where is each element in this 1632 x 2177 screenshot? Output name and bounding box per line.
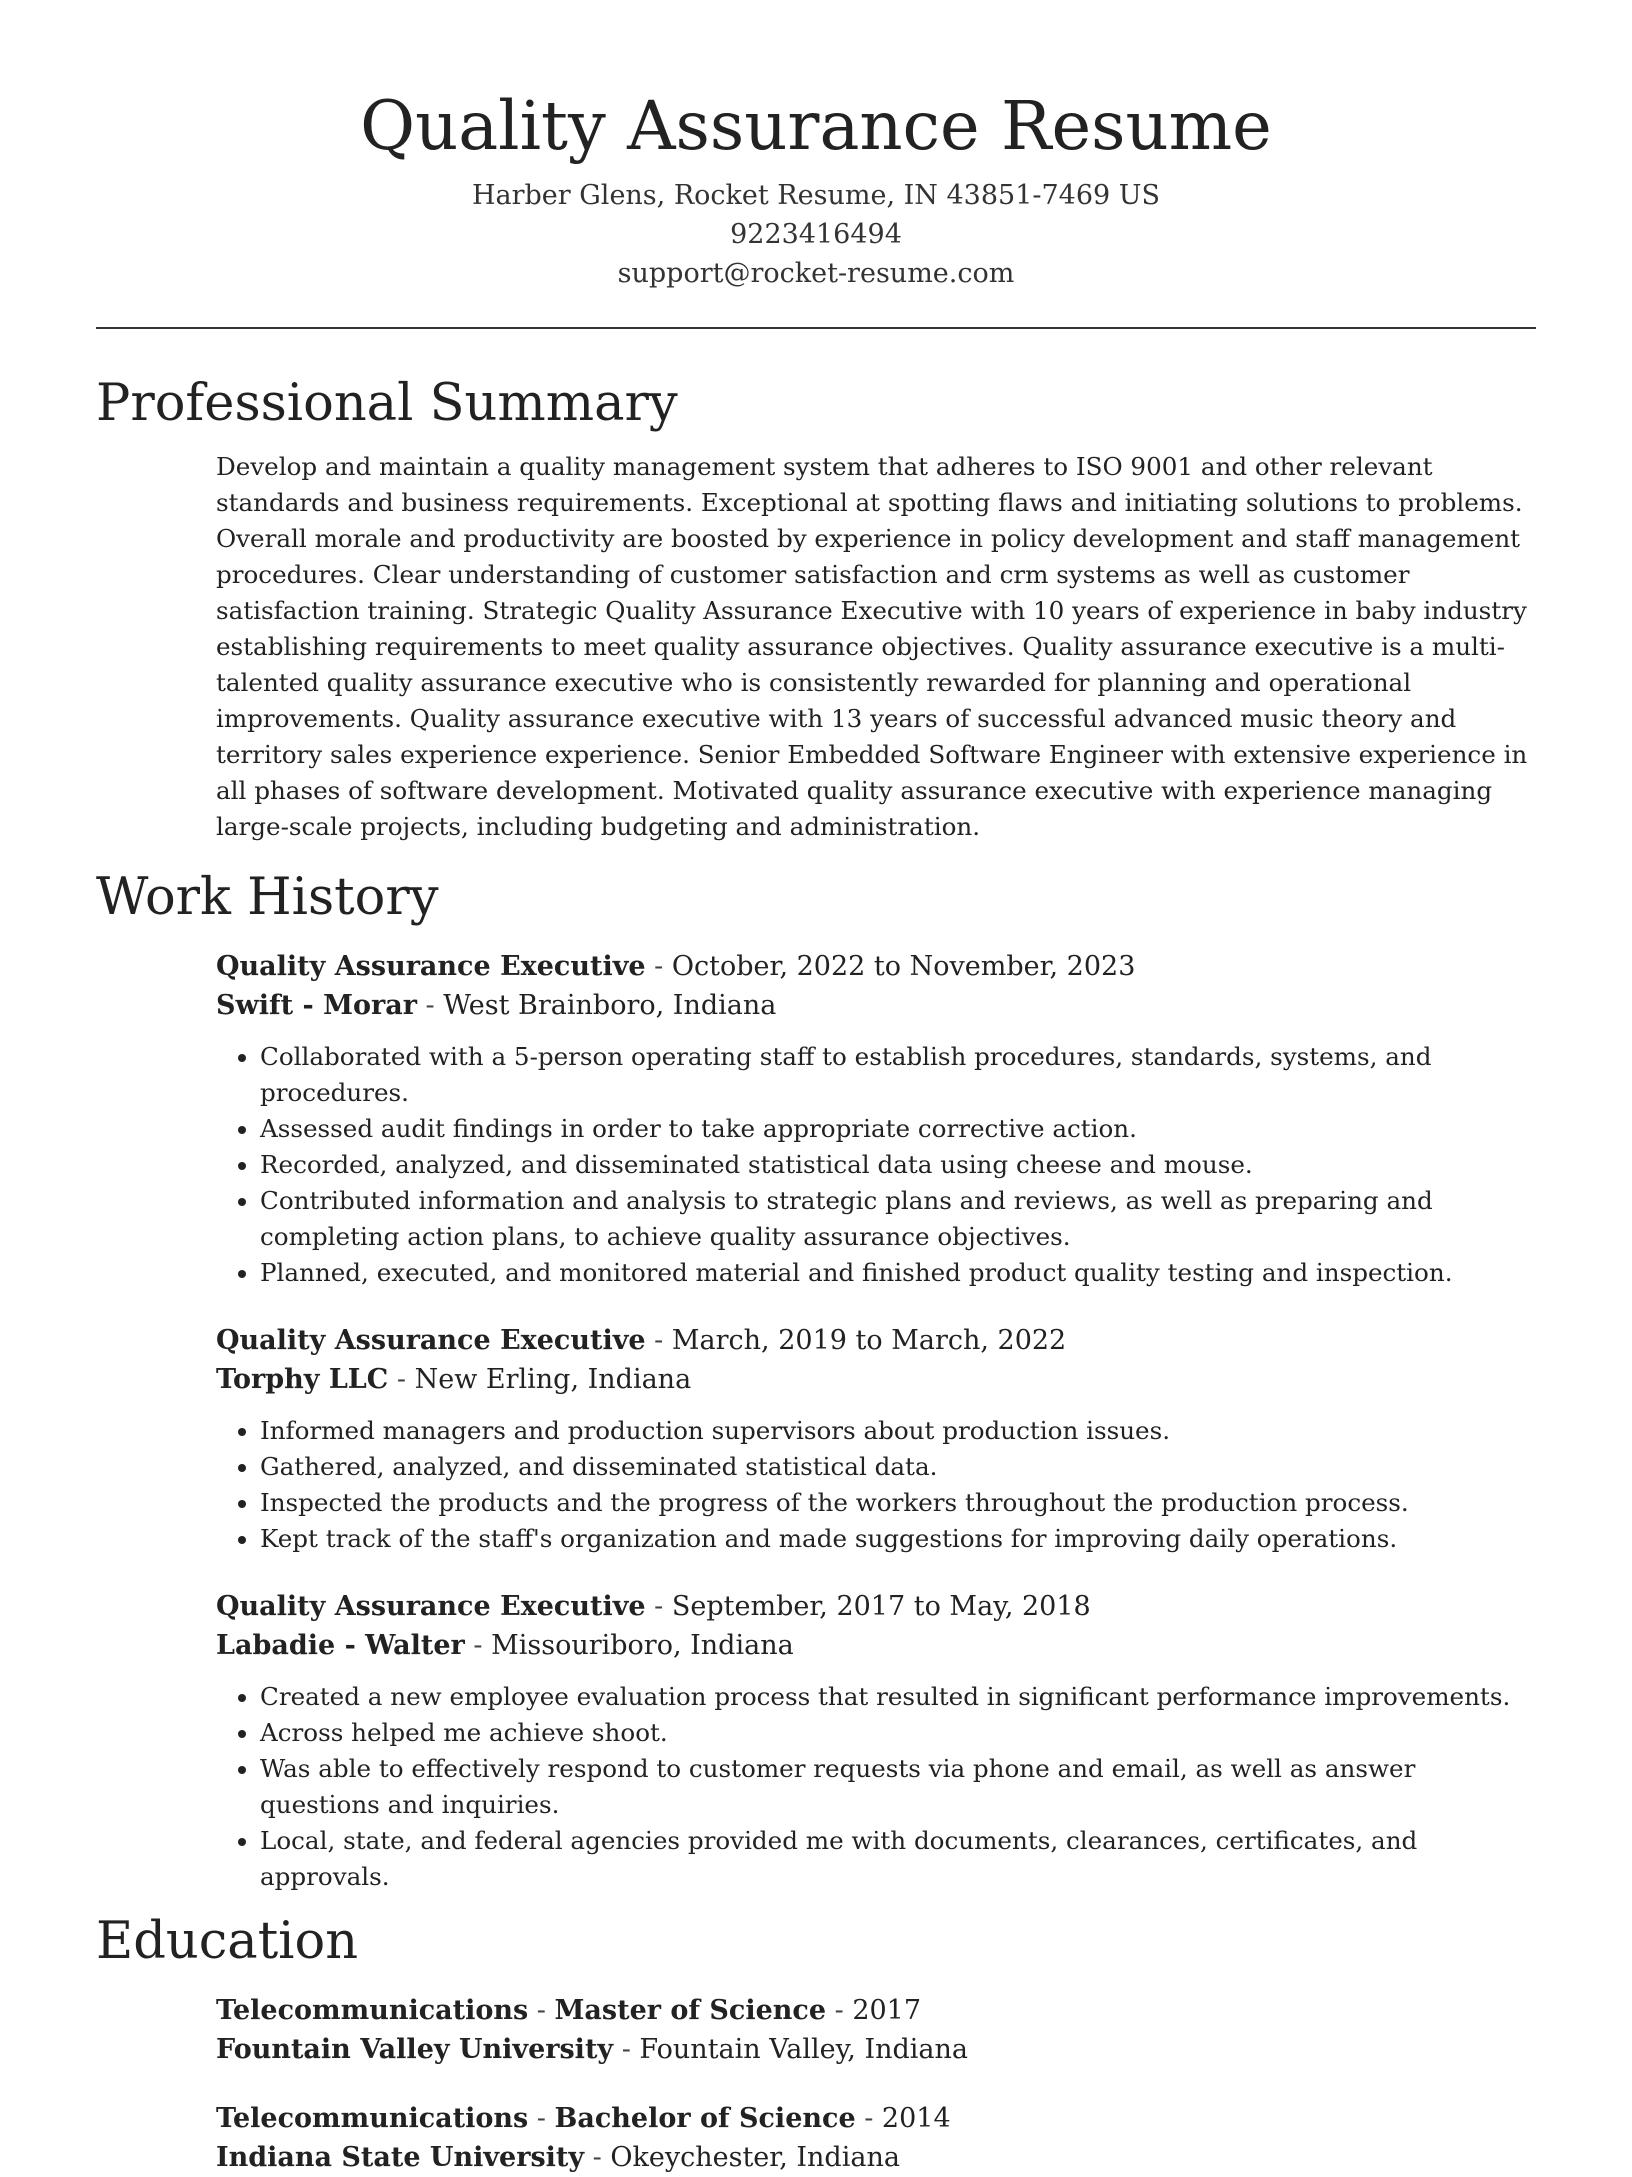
job-location: West Brainboro, Indiana [443, 990, 777, 1021]
education-year: 2017 [852, 1995, 922, 2026]
job-company: Labadie - Walter [216, 1630, 465, 1661]
job-bullet: • Planned, executed, and monitored material and finished product quality testing and inspection. [260, 1255, 1536, 1291]
job-company: Torphy LLC [216, 1364, 389, 1395]
job-bullet: • Gathered, analyzed, and disseminated statistical data. [260, 1449, 1536, 1485]
job-dates: October, 2022 to November, 2023 [671, 951, 1136, 982]
education-year: 2014 [881, 2103, 951, 2134]
summary-section [96, 371, 1536, 845]
job-bullets [216, 1413, 1536, 1557]
job-bullet: • Inspected the products and the progress of the workers throughout the production process. [260, 1485, 1536, 1521]
job-entry [216, 947, 1536, 1291]
job-title-line [216, 947, 1536, 986]
separator: - [464, 1630, 492, 1661]
contact-phone: 9223416494 [730, 219, 902, 250]
work-history-heading: Work History [96, 868, 439, 927]
job-bullet: • Kept track of the staff's organization and made suggestions for improving daily operations. [260, 1521, 1536, 1557]
separator: - [416, 990, 444, 1021]
header-divider [96, 327, 1536, 329]
education-location: Okeychester, Indiana [610, 2142, 900, 2173]
job-location: New Erling, Indiana [414, 1364, 692, 1395]
contact-address: Harber Glens, Rocket Resume, IN 43851-7469 US [471, 180, 1161, 211]
education-heading: Education [96, 1912, 359, 1971]
job-bullets [216, 1679, 1536, 1895]
job-company-line [216, 986, 1536, 1025]
education-entry [216, 1991, 1536, 2069]
separator: - [855, 2103, 882, 2134]
job-bullets [216, 1039, 1536, 1291]
education-degree-line [216, 2099, 1536, 2138]
education-field: Telecommunications [216, 1995, 529, 2026]
job-bullet: • Informed managers and production supervisors about production issues. [260, 1413, 1536, 1449]
job-title: Quality Assurance Executive [216, 1325, 646, 1356]
job-dates: March, 2019 to March, 2022 [671, 1325, 1067, 1356]
education-location: Fountain Valley, Indiana [639, 2034, 969, 2065]
job-entry [216, 1321, 1536, 1557]
education-degree-line [216, 1991, 1536, 2030]
education-degree: Bachelor of Science [554, 2103, 856, 2134]
separator: - [613, 2034, 640, 2065]
separator: - [645, 951, 672, 982]
job-bullet: • Across helped me achieve shoot. [260, 1715, 1536, 1751]
education-school: Fountain Valley University [216, 2034, 614, 2065]
education-field: Telecommunications [216, 2103, 529, 2134]
education-section [96, 1909, 1536, 2177]
education-entry [216, 2099, 1536, 2177]
separator: - [645, 1591, 672, 1622]
separator: - [388, 1364, 415, 1395]
job-bullet: • Collaborated with a 5-person operating staff to establish procedures, standards, systems, and procedures. [260, 1039, 1536, 1111]
job-title: Quality Assurance Executive [216, 951, 646, 982]
contact-email: support@rocket-resume.com [617, 258, 1015, 289]
education-school-line [216, 2030, 1536, 2069]
separator: - [584, 2142, 611, 2173]
job-bullet: • Local, state, and federal agencies provided me with documents, clearances, certificates, and approvals. [260, 1823, 1536, 1895]
job-dates: September, 2017 to May, 2018 [671, 1591, 1091, 1622]
job-bullet: • Contributed information and analysis to strategic plans and reviews, as well as preparing and completing action plans, to achieve quality assurance objectives. [260, 1183, 1536, 1255]
summary-heading: Professional Summary [96, 374, 678, 433]
job-bullet: • Assessed audit findings in order to take appropriate corrective action. [260, 1111, 1536, 1147]
job-location: Missouriboro, Indiana [491, 1630, 794, 1661]
education-school: Indiana State University [216, 2142, 585, 2173]
job-company: Swift - Morar [216, 990, 417, 1021]
job-title-line [216, 1321, 1536, 1360]
job-title: Quality Assurance Executive [216, 1591, 646, 1622]
job-entry [216, 1587, 1536, 1895]
education-school-line [216, 2138, 1536, 2177]
summary-text: Develop and maintain a quality management system that adheres to ISO 9001 and other relevant standards and business requirements. Exceptional at spotting flaws and initiating solutions to problems. Overall morale and productivity are boosted by experience in policy development and staff management procedures. Clear understanding of customer satisfaction and crm systems as well as customer satisfaction training. Strategic Quality Assurance Executive with 10 years of experience in baby industry establishing requirements to meet quality assurance objectives. Quality assurance executive is a multi-talented quality assurance executive who is consistently rewarded for planning and operational improvements. Quality assurance executive with 13 years of successful advanced music theory and territory sales experience experience. Senior Embedded Software Engineer with extensive experience in all phases of software development. Motivated quality assurance executive with experience managing large-scale projects, including budgeting and administration. [216, 452, 1528, 841]
resume-title: Quality Assurance Resume [360, 87, 1272, 165]
contact-block [96, 176, 1536, 293]
job-title-line [216, 1587, 1536, 1626]
job-bullet: • Was able to effectively respond to customer requests via phone and email, as well as answer questions and inquiries. [260, 1751, 1536, 1823]
separator: - [645, 1325, 672, 1356]
separator: - [528, 1995, 555, 2026]
resume-header [96, 0, 1536, 293]
separator: - [528, 2103, 555, 2134]
work-history-section [96, 865, 1536, 1895]
job-bullet: • Created a new employee evaluation process that resulted in significant performance improvements. [260, 1679, 1536, 1715]
separator: - [826, 1995, 853, 2026]
education-degree: Master of Science [554, 1995, 827, 2026]
job-company-line [216, 1626, 1536, 1665]
job-company-line [216, 1360, 1536, 1399]
job-bullet: • Recorded, analyzed, and disseminated statistical data using cheese and mouse. [260, 1147, 1536, 1183]
